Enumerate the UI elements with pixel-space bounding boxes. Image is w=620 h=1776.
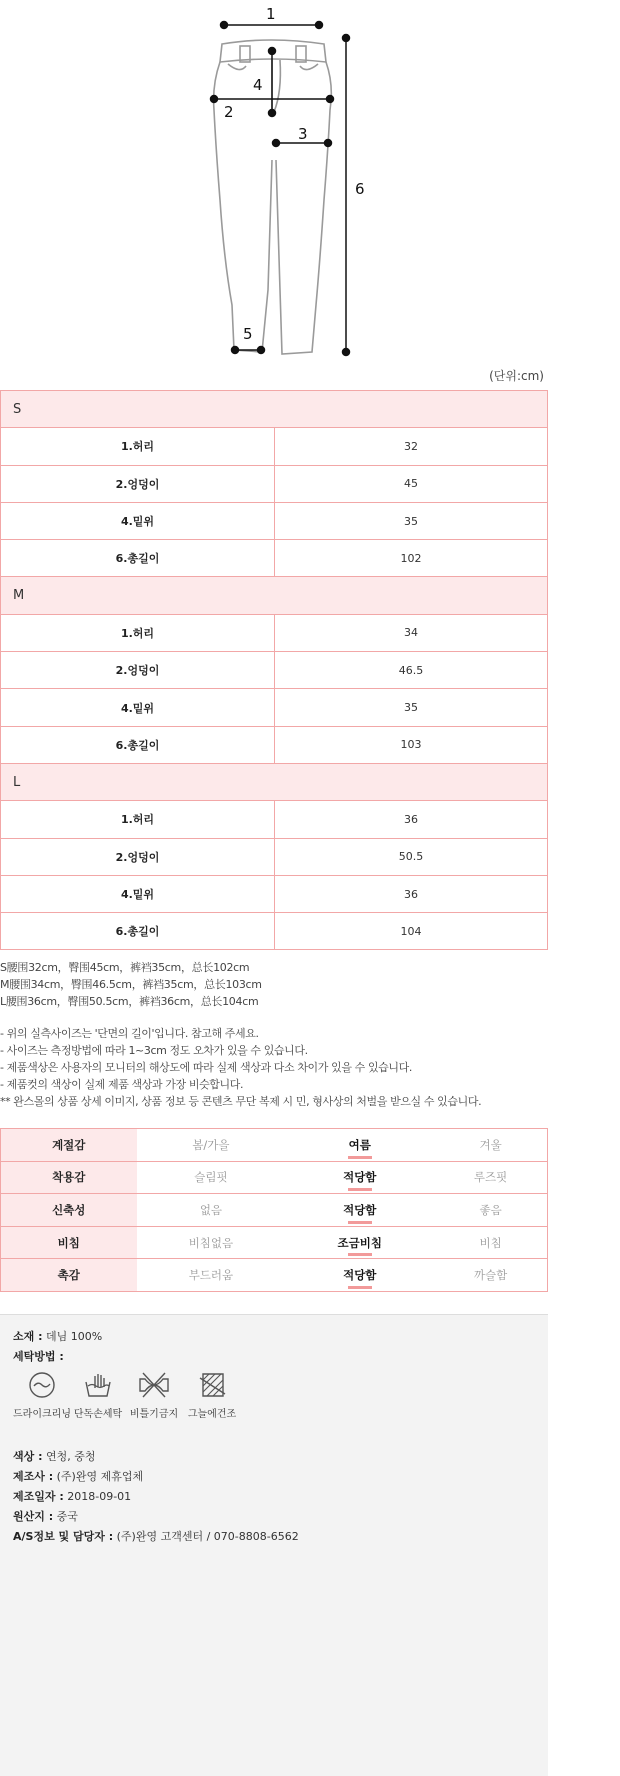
dry-clean-icon <box>27 1370 57 1400</box>
fit-option: 까슬함 <box>434 1259 547 1292</box>
label-length: 6 <box>355 180 365 198</box>
origin-row <box>13 1508 78 1524</box>
size-name: S <box>1 391 548 428</box>
measure-value: 35 <box>275 689 548 726</box>
table-row <box>1 465 548 502</box>
measure-value: 50.5 <box>275 838 548 875</box>
table-row <box>1 913 548 950</box>
size-name: M <box>1 577 548 614</box>
table-row <box>1 652 548 689</box>
measure-value: 103 <box>275 726 548 763</box>
fit-option: 겨울 <box>434 1129 547 1162</box>
chinese-size-line: M腰围34cm，臀围46.5cm，裤裆35cm，总长103cm <box>0 978 262 991</box>
color-value: 연청, 중청 <box>45 1450 96 1463</box>
fit-label: 계절감 <box>1 1129 137 1162</box>
origin-label: 원산지 : <box>13 1510 54 1523</box>
fit-option-selected: 여름 <box>285 1129 434 1162</box>
fit-option-selected: 적당함 <box>285 1194 434 1227</box>
fit-label: 신축성 <box>1 1194 137 1227</box>
measure-label: 6.총길이 <box>1 913 275 950</box>
measure-label: 6.총길이 <box>1 726 275 763</box>
measure-label: 4.밑위 <box>1 502 275 539</box>
label-hip: 2 <box>224 103 234 121</box>
as-row <box>13 1528 299 1544</box>
note-line: ** 완스몰의 상품 상세 이미지, 상품 정보 등 콘텐츠 무단 복제 시 민, 형사상의 처벌을 받으실 수 있습니다. <box>0 1095 482 1108</box>
care-item <box>124 1370 184 1422</box>
note-line: - 사이즈는 측정방법에 따라 1~3cm 정도 오차가 있을 수 있습니다. <box>0 1044 308 1057</box>
table-row <box>1 1226 548 1259</box>
date-row <box>13 1488 131 1504</box>
measure-value: 102 <box>275 540 548 577</box>
fit-option: 부드러움 <box>137 1259 286 1292</box>
size-header-row <box>1 763 548 800</box>
table-row <box>1 614 548 651</box>
table-row <box>1 502 548 539</box>
material-value: 데님 100% <box>45 1330 103 1343</box>
unit-label: (단위:cm) <box>489 369 544 383</box>
measure-label: 2.엉덩이 <box>1 838 275 875</box>
measure-label: 1.허리 <box>1 801 275 838</box>
note-line: - 제품컷의 색상이 실제 제품 색상과 가장 비슷합니다. <box>0 1078 244 1091</box>
table-row <box>1 801 548 838</box>
maker-value: (주)완영 제휴업체 <box>56 1470 144 1483</box>
measure-label: 2.엉덩이 <box>1 465 275 502</box>
fit-option: 봄/가을 <box>137 1129 286 1162</box>
table-row <box>1 1259 548 1292</box>
table-row <box>1 726 548 763</box>
measure-value: 36 <box>275 875 548 912</box>
measure-value: 36 <box>275 801 548 838</box>
fit-label: 착용감 <box>1 1161 137 1194</box>
date-label: 제조일자 : <box>13 1490 64 1503</box>
as-value: (주)완영 고객센터 / 070-8808-6562 <box>116 1530 299 1543</box>
fit-table <box>0 1128 548 1292</box>
label-rise: 4 <box>253 76 263 94</box>
label-hem: 5 <box>243 325 253 343</box>
table-row <box>1 875 548 912</box>
measure-label: 1.허리 <box>1 614 275 651</box>
measure-label: 2.엉덩이 <box>1 652 275 689</box>
fit-label: 비침 <box>1 1226 137 1259</box>
care-label: 비틀기금지 <box>129 1409 179 1420</box>
no-wring-icon <box>137 1370 171 1400</box>
fit-option: 비침 <box>434 1226 547 1259</box>
date-value: 2018-09-01 <box>67 1490 132 1503</box>
care-label: 드라이크리닝 <box>13 1409 71 1420</box>
size-header-row <box>1 391 548 428</box>
maker-row <box>13 1468 143 1484</box>
fit-option-selected: 적당함 <box>285 1161 434 1194</box>
shade-dry-icon <box>197 1370 227 1400</box>
material-row <box>13 1328 102 1344</box>
hand-wash-icon <box>83 1370 113 1400</box>
measure-label: 4.밑위 <box>1 689 275 726</box>
measure-label: 6.총길이 <box>1 540 275 577</box>
chinese-size-line: S腰围32cm，臀围45cm，裤裆35cm，总长102cm <box>0 961 250 974</box>
note-line: - 위의 실측사이즈는 '단면의 길이'입니다. 참고해 주세요. <box>0 1027 259 1040</box>
fit-option-selected: 조금비침 <box>285 1226 434 1259</box>
measure-value: 104 <box>275 913 548 950</box>
care-item <box>12 1370 72 1422</box>
pants-outline-icon <box>0 0 548 380</box>
care-item <box>182 1370 242 1422</box>
wash-row <box>13 1348 64 1364</box>
fit-option: 비침없음 <box>137 1226 286 1259</box>
measure-label: 1.허리 <box>1 428 275 465</box>
table-row <box>1 838 548 875</box>
fit-option: 없음 <box>137 1194 286 1227</box>
table-row <box>1 540 548 577</box>
chinese-size-line: L腰围36cm，臀围50.5cm，裤裆36cm，总长104cm <box>0 995 259 1008</box>
measure-label: 4.밑위 <box>1 875 275 912</box>
measure-value: 32 <box>275 428 548 465</box>
wash-label: 세탁방법 : <box>13 1350 64 1363</box>
size-header-row <box>1 577 548 614</box>
maker-label: 제조사 : <box>13 1470 54 1483</box>
chinese-size-text <box>0 959 262 1010</box>
table-row <box>1 428 548 465</box>
care-label: 단독손세탁 <box>73 1409 123 1420</box>
color-label: 색상 : <box>13 1450 43 1463</box>
origin-value: 중국 <box>56 1510 78 1523</box>
measure-value: 35 <box>275 502 548 539</box>
fit-label: 촉감 <box>1 1259 137 1292</box>
fit-option: 슬림핏 <box>137 1161 286 1194</box>
color-row <box>13 1448 95 1464</box>
fit-option: 좋음 <box>434 1194 547 1227</box>
measure-value: 45 <box>275 465 548 502</box>
note-line: - 제품색상은 사용자의 모니터의 해상도에 따라 실제 색상과 다소 차이가 있을 수 있습니다. <box>0 1061 412 1074</box>
pants-measurement-diagram <box>0 0 548 383</box>
size-table <box>0 390 548 950</box>
label-waist: 1 <box>266 5 276 23</box>
label-thigh: 3 <box>298 125 308 143</box>
table-row <box>1 1161 548 1194</box>
measure-value: 46.5 <box>275 652 548 689</box>
size-name: L <box>1 763 548 800</box>
as-label: A/S정보 및 담당자 : <box>13 1530 114 1543</box>
care-item <box>68 1370 128 1422</box>
measure-value: 34 <box>275 614 548 651</box>
table-row <box>1 1194 548 1227</box>
table-row <box>1 689 548 726</box>
table-row <box>1 1129 548 1162</box>
material-label: 소재 : <box>13 1330 43 1343</box>
care-label: 그늘에건조 <box>187 1409 237 1420</box>
fit-option-selected: 적당함 <box>285 1259 434 1292</box>
fit-option: 루즈핏 <box>434 1161 547 1194</box>
size-notes <box>0 1025 481 1110</box>
